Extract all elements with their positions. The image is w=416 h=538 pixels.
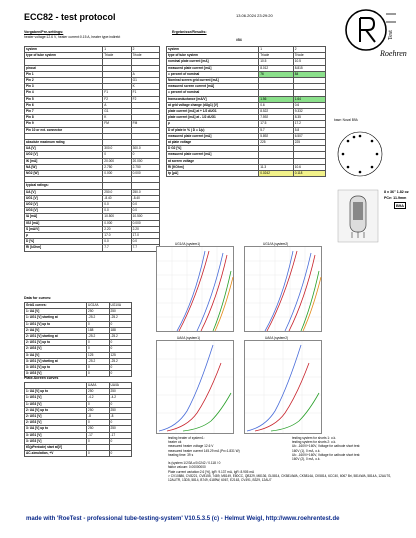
row-value: 0 [109, 438, 131, 444]
row-value: G1 [131, 78, 159, 84]
row-value: UA/IA [109, 383, 131, 389]
row-value: 225 [259, 140, 294, 146]
chart-ua-ia-system1 [156, 336, 234, 434]
row-value: -25.2 [87, 358, 109, 364]
row-label: transconductance [mA/V] [167, 96, 259, 102]
row-value: 17.5 [259, 121, 294, 127]
note-line: measured heater current 145.29 mA (Pn=1.831 W) [168, 448, 240, 453]
row-label: = percent of nominal [167, 71, 259, 77]
row-value: 17.2 [293, 121, 325, 127]
row-value: 2 [293, 47, 325, 53]
row-label: absolute maximum rating [25, 140, 103, 146]
row-value: 0 [87, 371, 109, 377]
row-label: Pin 1 [25, 71, 103, 77]
row-value: 5.7 [259, 127, 294, 133]
footer-credit: made with 'RoeTest - professional tube-testing-system' V10.5.3.5 (c) - Helmut Weigl, http://www.roehrentest.de [26, 516, 340, 522]
row-value: 250.0 [103, 189, 131, 195]
row-label: at screen voltage [167, 158, 259, 164]
row-label: Pin 8 [25, 115, 103, 121]
row-label: Pin 3 [25, 84, 103, 90]
row-label: Pin 7 [25, 109, 103, 115]
row-value: 125 [87, 352, 109, 358]
row-value: 10.500 [103, 214, 131, 220]
row-value: A [103, 102, 131, 108]
row-label: Ri [kOhm] [25, 245, 103, 251]
plate-curve-plot-1 [157, 341, 233, 433]
row-value: 0.0242 [259, 171, 294, 177]
short-test-notes [292, 436, 402, 461]
base-label: base: Noval B9A [334, 118, 358, 122]
row-label: NG2 [W] [25, 171, 103, 177]
row-value: -4.2 [109, 395, 131, 401]
row-label: D of plate in % ( D = 1/μ) [167, 127, 259, 133]
row-value: 1 [259, 47, 294, 53]
row-value: 0.000 [131, 171, 159, 177]
note-line: faktor valuum: 0.00000000 [168, 465, 206, 470]
plate-screen-heading: Plate-Screen curves [24, 376, 59, 380]
row-value: 10.5 [259, 59, 294, 65]
grid-curve-plot-1 [157, 247, 233, 331]
plate-screen-table [24, 382, 132, 457]
table-row [167, 171, 326, 177]
row-label: UG1 [V] [25, 195, 103, 201]
plate-curve-plot-2 [245, 341, 321, 433]
row-value: F1 [131, 90, 159, 96]
note-line: testing system for shorts 2: o.k. [292, 440, 337, 445]
row-value: 0.6 [293, 102, 325, 108]
row-value: F2 [103, 96, 131, 102]
row-value: 0 [87, 438, 109, 444]
row-value: 125 [109, 352, 131, 358]
row-label: μ [25, 233, 103, 239]
row-label: D G2 [%] [167, 146, 259, 152]
chart-ug1-ia-system1 [156, 242, 234, 332]
row-label: 3: UG1 [V] [25, 432, 87, 438]
row-value: -8.40 [131, 195, 159, 201]
row-label: Pin 6 [25, 102, 103, 108]
row-value: 0 [87, 420, 109, 426]
row-label: IA [mA] [25, 214, 103, 220]
row-value: -8.40 [103, 195, 131, 201]
note-line: Plate current variation:2.6 [%], IgR: 9.137 mA, IgR: 8.905 mA [168, 469, 255, 474]
row-value: FM [103, 121, 131, 127]
row-value: 225 [293, 140, 325, 146]
row-label: 1: UG1 [V] [25, 395, 87, 401]
row-value: 0.118 [293, 171, 325, 177]
row-value: 10.5 [293, 59, 325, 65]
note-line: 160V (1), 0 mA, o.k. [292, 448, 321, 453]
row-value: -8 [109, 414, 131, 420]
row-value: Triode [259, 53, 294, 59]
row-value: 1.64 [293, 96, 325, 102]
row-value: -25.2 [87, 315, 109, 321]
row-label: 1: UG1 [V] starting at [25, 315, 87, 321]
row-value: 0.000 [103, 220, 131, 226]
row-label: plate current [mA] at + 1/2 dUG1 [167, 109, 259, 115]
logo-text: Roehren [380, 49, 407, 58]
row-label: type of tube system [167, 53, 259, 59]
results-table [166, 46, 326, 177]
row-value: K [131, 84, 159, 90]
row-label: 2: UG1 [V] up to [25, 340, 87, 346]
row-value: A [131, 71, 159, 77]
row-value: 10.6 [293, 164, 325, 170]
row-label: 1: UG1 [V] up to [25, 321, 87, 327]
row-value: 10.500 [131, 214, 159, 220]
row-value: 250 [87, 389, 109, 395]
row-value: 0 [131, 152, 159, 158]
grid-curve-plot-2 [245, 247, 321, 331]
row-value: 0.0 [103, 239, 131, 245]
chart-ua-ia-system2 [244, 336, 322, 434]
row-value: 0 [109, 371, 131, 377]
row-label: system [25, 47, 103, 53]
row-value: -25.2 [109, 334, 131, 340]
row-label: 3: UG3 [V] [25, 371, 87, 377]
row-value: 7.7 [103, 245, 131, 251]
row-label: Pin 5 [25, 96, 103, 102]
row-value: 300.0 [131, 146, 159, 152]
chart-title: UG1/IA (system1) [175, 242, 201, 246]
row-value: 5.892 [259, 133, 294, 139]
row-value: 0 [109, 321, 131, 327]
row-label: tG(pPentode) start at[V] [25, 445, 87, 451]
table-row [25, 245, 160, 251]
base-diagram-icon [334, 124, 386, 186]
row-label: AC-simulation, +V [25, 451, 87, 457]
row-value: 2.750 [103, 164, 131, 170]
note-line: heater ok [168, 440, 182, 445]
row-label: 1: UG3 [V] [25, 401, 87, 407]
row-value: 17.0 [103, 233, 131, 239]
row-value: 250 [109, 389, 131, 395]
row-value: 2.20 [103, 226, 131, 232]
row-label: Pin 4 [25, 90, 103, 96]
note-line: Uk: -160V/+160V, Voltage for cathode short test: [292, 452, 361, 457]
row-value: 8.522 [259, 109, 294, 115]
row-value: FM [131, 121, 159, 127]
row-value: 2 [131, 47, 159, 53]
chart-title: UA/IA (system1) [177, 336, 201, 340]
row-value: UG1/IA [87, 303, 109, 309]
row-label: IG2 [mA] [25, 220, 103, 226]
row-value: F1 [103, 90, 131, 96]
row-value: 250 [109, 426, 131, 432]
row-label: UG3 [V] [25, 208, 103, 214]
row-value: 0.0 [103, 208, 131, 214]
row-value: 0.000 [131, 220, 159, 226]
row-label: 1: UA [V] [25, 309, 87, 315]
row-label: Nominal screen grid current [mA] [167, 78, 259, 84]
left-data-table [24, 46, 160, 252]
row-label: measured plate current [mA] [167, 152, 259, 158]
row-label: = percent of nominal [167, 90, 259, 96]
row-value: 0.0 [131, 208, 159, 214]
row-value: 188 [87, 327, 109, 333]
row-label: pinout [25, 65, 103, 71]
row-value: F2 [131, 96, 159, 102]
row-label: nominal plate current [mA] [167, 59, 259, 65]
row-value: 8.815 [293, 65, 325, 71]
note-line: Uk: -160V/+160V, Voltage for cathode short test: [292, 444, 361, 449]
row-label: 3: UA [V] up to [25, 426, 87, 432]
table-row [25, 451, 132, 457]
row-value: 2.750 [131, 164, 159, 170]
row-value: 1 [103, 47, 131, 53]
row-label: 3: UG1 [V] starting at [25, 358, 87, 364]
row-label: at grid voltage change (dUg1) [V] [167, 102, 259, 108]
row-value: 0 [87, 365, 109, 371]
row-label: IK [mA] [25, 158, 103, 164]
row-value: K [103, 115, 131, 121]
row-label: measured screen current [mA] [167, 84, 259, 90]
row-value: 6.507 [293, 133, 325, 139]
row-value: -8 [87, 414, 109, 420]
row-label: 2: UG1 [V] [25, 414, 87, 420]
row-value: 0 [109, 365, 131, 371]
row-value: 1.56 [259, 96, 294, 102]
test-date: 13.06.2024 23:29:20 [236, 13, 273, 18]
row-value: 0.0 [131, 202, 159, 208]
row-value: 0.6 [259, 102, 294, 108]
row-value: 11.3 [259, 164, 294, 170]
row-label: NA [W] [25, 164, 103, 170]
heater-test-notes [168, 436, 286, 474]
row-label: 1: UA [V] up to [25, 389, 87, 395]
presettings-text: heater voltage:12.6 V, heater current:0.15 A, heater type:indirekt [24, 35, 121, 39]
results-id: #54 [236, 38, 242, 42]
row-value: 84 [293, 71, 325, 77]
row-value: 250 [109, 407, 131, 413]
row-value: 0.0 [103, 202, 131, 208]
equivalents-list: > CV10886, CV8221, CV8155, 7489, M8149, E80CC, QB329, M8136, GL5814, CK5814WA, CK5814A, CK5814, 6CC40, 6067 Bri, 5814WA, 5814A, 12AU7S, 12AUTR, 13D5, 5814, B749, 6189W, 6067, E2163, CV491, B329, 12AU7 [168, 474, 392, 483]
row-label: Pin 2 [25, 78, 103, 84]
row-value: 9.332 [293, 109, 325, 115]
row-label: 3: UG1 [V] up to [25, 365, 87, 371]
note-line: Is (system 1/2/3/Lo/0.0242 / 0.118 / 0 [168, 461, 221, 466]
note-line: measured heater voltage 12.6 V [168, 444, 214, 449]
row-value: 76 [259, 71, 294, 77]
chart-title: UA/IA (system2) [265, 336, 289, 340]
row-label: S [mA/V] [25, 226, 103, 232]
row-value: 188 [109, 327, 131, 333]
row-value: Triode [131, 53, 159, 59]
row-value: G1 [103, 109, 131, 115]
row-label: 3: UA [V] [25, 352, 87, 358]
row-value: 0.0 [131, 239, 159, 245]
row-label: 2: UA [V] up to [25, 407, 87, 413]
row-label: Pin 10 or ext. connector [25, 127, 103, 133]
row-value: 20.000 [131, 158, 159, 164]
row-value: 8.35 [293, 115, 325, 121]
row-value: 7.7 [131, 245, 159, 251]
row-value: 2.20 [131, 226, 159, 232]
row-value: 250 [87, 426, 109, 432]
row-label: type of tube system [25, 53, 103, 59]
row-label: plate current [mA] at - 1/2 dUG1 [167, 115, 259, 121]
row-value: 0 [87, 346, 109, 352]
note-line: heating time: 39 s [168, 452, 194, 457]
page-title: ECC82 - test protocol [24, 12, 116, 22]
row-label: Grid1 curves: [25, 303, 87, 309]
row-value: -25.2 [109, 358, 131, 364]
row-label: Ri [KOhm] [167, 164, 259, 170]
row-value: -25.2 [87, 334, 109, 340]
row-label: UA [V] [25, 146, 103, 152]
row-value: 0 [109, 346, 131, 352]
row-value: 0.000 [103, 171, 131, 177]
row-value: 0 [103, 152, 131, 158]
row-value: -4.2 [87, 395, 109, 401]
row-label: Pin 9 [25, 121, 103, 127]
row-label: 2: UG1 [V] starting at [25, 334, 87, 340]
chart-ug1-ia-system2 [244, 242, 322, 332]
row-value: 300.0 [103, 146, 131, 152]
row-value: 250 [109, 309, 131, 315]
row-label: D [%] [25, 239, 103, 245]
presettings-heading: Vorgaben/Pre-settings: [24, 30, 64, 34]
row-value: 7.592 [259, 115, 294, 121]
row-value: -25.2 [109, 315, 131, 321]
note-line: testing heater of system1: [168, 436, 205, 440]
row-label: at plate voltage [167, 140, 259, 146]
tube-dims: 8 x 36" 1.82 oz [384, 190, 409, 194]
row-value: Triode [103, 53, 131, 59]
row-label: 3: UG3 [V] [25, 438, 87, 444]
curves-heading: Data for curves: [24, 296, 52, 300]
row-label: UG2 [V] [25, 152, 103, 158]
row-value: 0 [109, 401, 131, 407]
row-value: 250 [87, 407, 109, 413]
row-value: 0 [109, 420, 131, 426]
row-label: 2: UG3 [V] [25, 346, 87, 352]
row-label: μ [167, 121, 259, 127]
row-value: 20.000 [103, 158, 131, 164]
row-value: 0 [87, 401, 109, 407]
row-label: UA [V] [25, 189, 103, 195]
row-label: typical ratings: [25, 183, 103, 189]
row-value: 8.012 [259, 65, 294, 71]
row-label: 2: UA [V] [25, 327, 87, 333]
row-label: UG2 [V] [25, 202, 103, 208]
row-value: 17.0 [131, 233, 159, 239]
row-value: -17 [87, 432, 109, 438]
row-value: -17 [109, 432, 131, 438]
curves-table [24, 302, 132, 377]
svg-text:Test: Test [388, 30, 394, 40]
note-line: testing system for shorts 1: o.k. [292, 436, 337, 440]
row-value: UA/IA [87, 383, 109, 389]
tube-photo-icon [336, 188, 380, 244]
row-value: UG1/IA [109, 303, 131, 309]
roehrentest-logo [340, 4, 407, 60]
row-value: 0 [87, 321, 109, 327]
base-box-label: B9A [396, 203, 405, 208]
note-line: 160V (2), 0 mA, o.k. [292, 457, 321, 462]
row-label: tp [μA] [167, 171, 259, 177]
row-value: 0 [109, 451, 131, 457]
row-value: 250 [87, 309, 109, 315]
tube-dims2: PCe: 11.9mm [384, 196, 407, 200]
row-value: 0 [87, 451, 109, 457]
results-heading: Ergebnisse/Results: [172, 30, 207, 34]
chart-title: UG1/IA (system2) [263, 242, 289, 246]
row-value: 0 [109, 340, 131, 346]
row-label: system [167, 47, 259, 53]
row-value: 250.0 [131, 189, 159, 195]
row-label: measured plate current [mA] [167, 133, 259, 139]
row-value: 0 [87, 340, 109, 346]
row-label: 2: UG3 [V] [25, 420, 87, 426]
row-value: Triode [293, 53, 325, 59]
row-label: measured plate current [mA] [167, 65, 259, 71]
row-value: 5.8 [293, 127, 325, 133]
